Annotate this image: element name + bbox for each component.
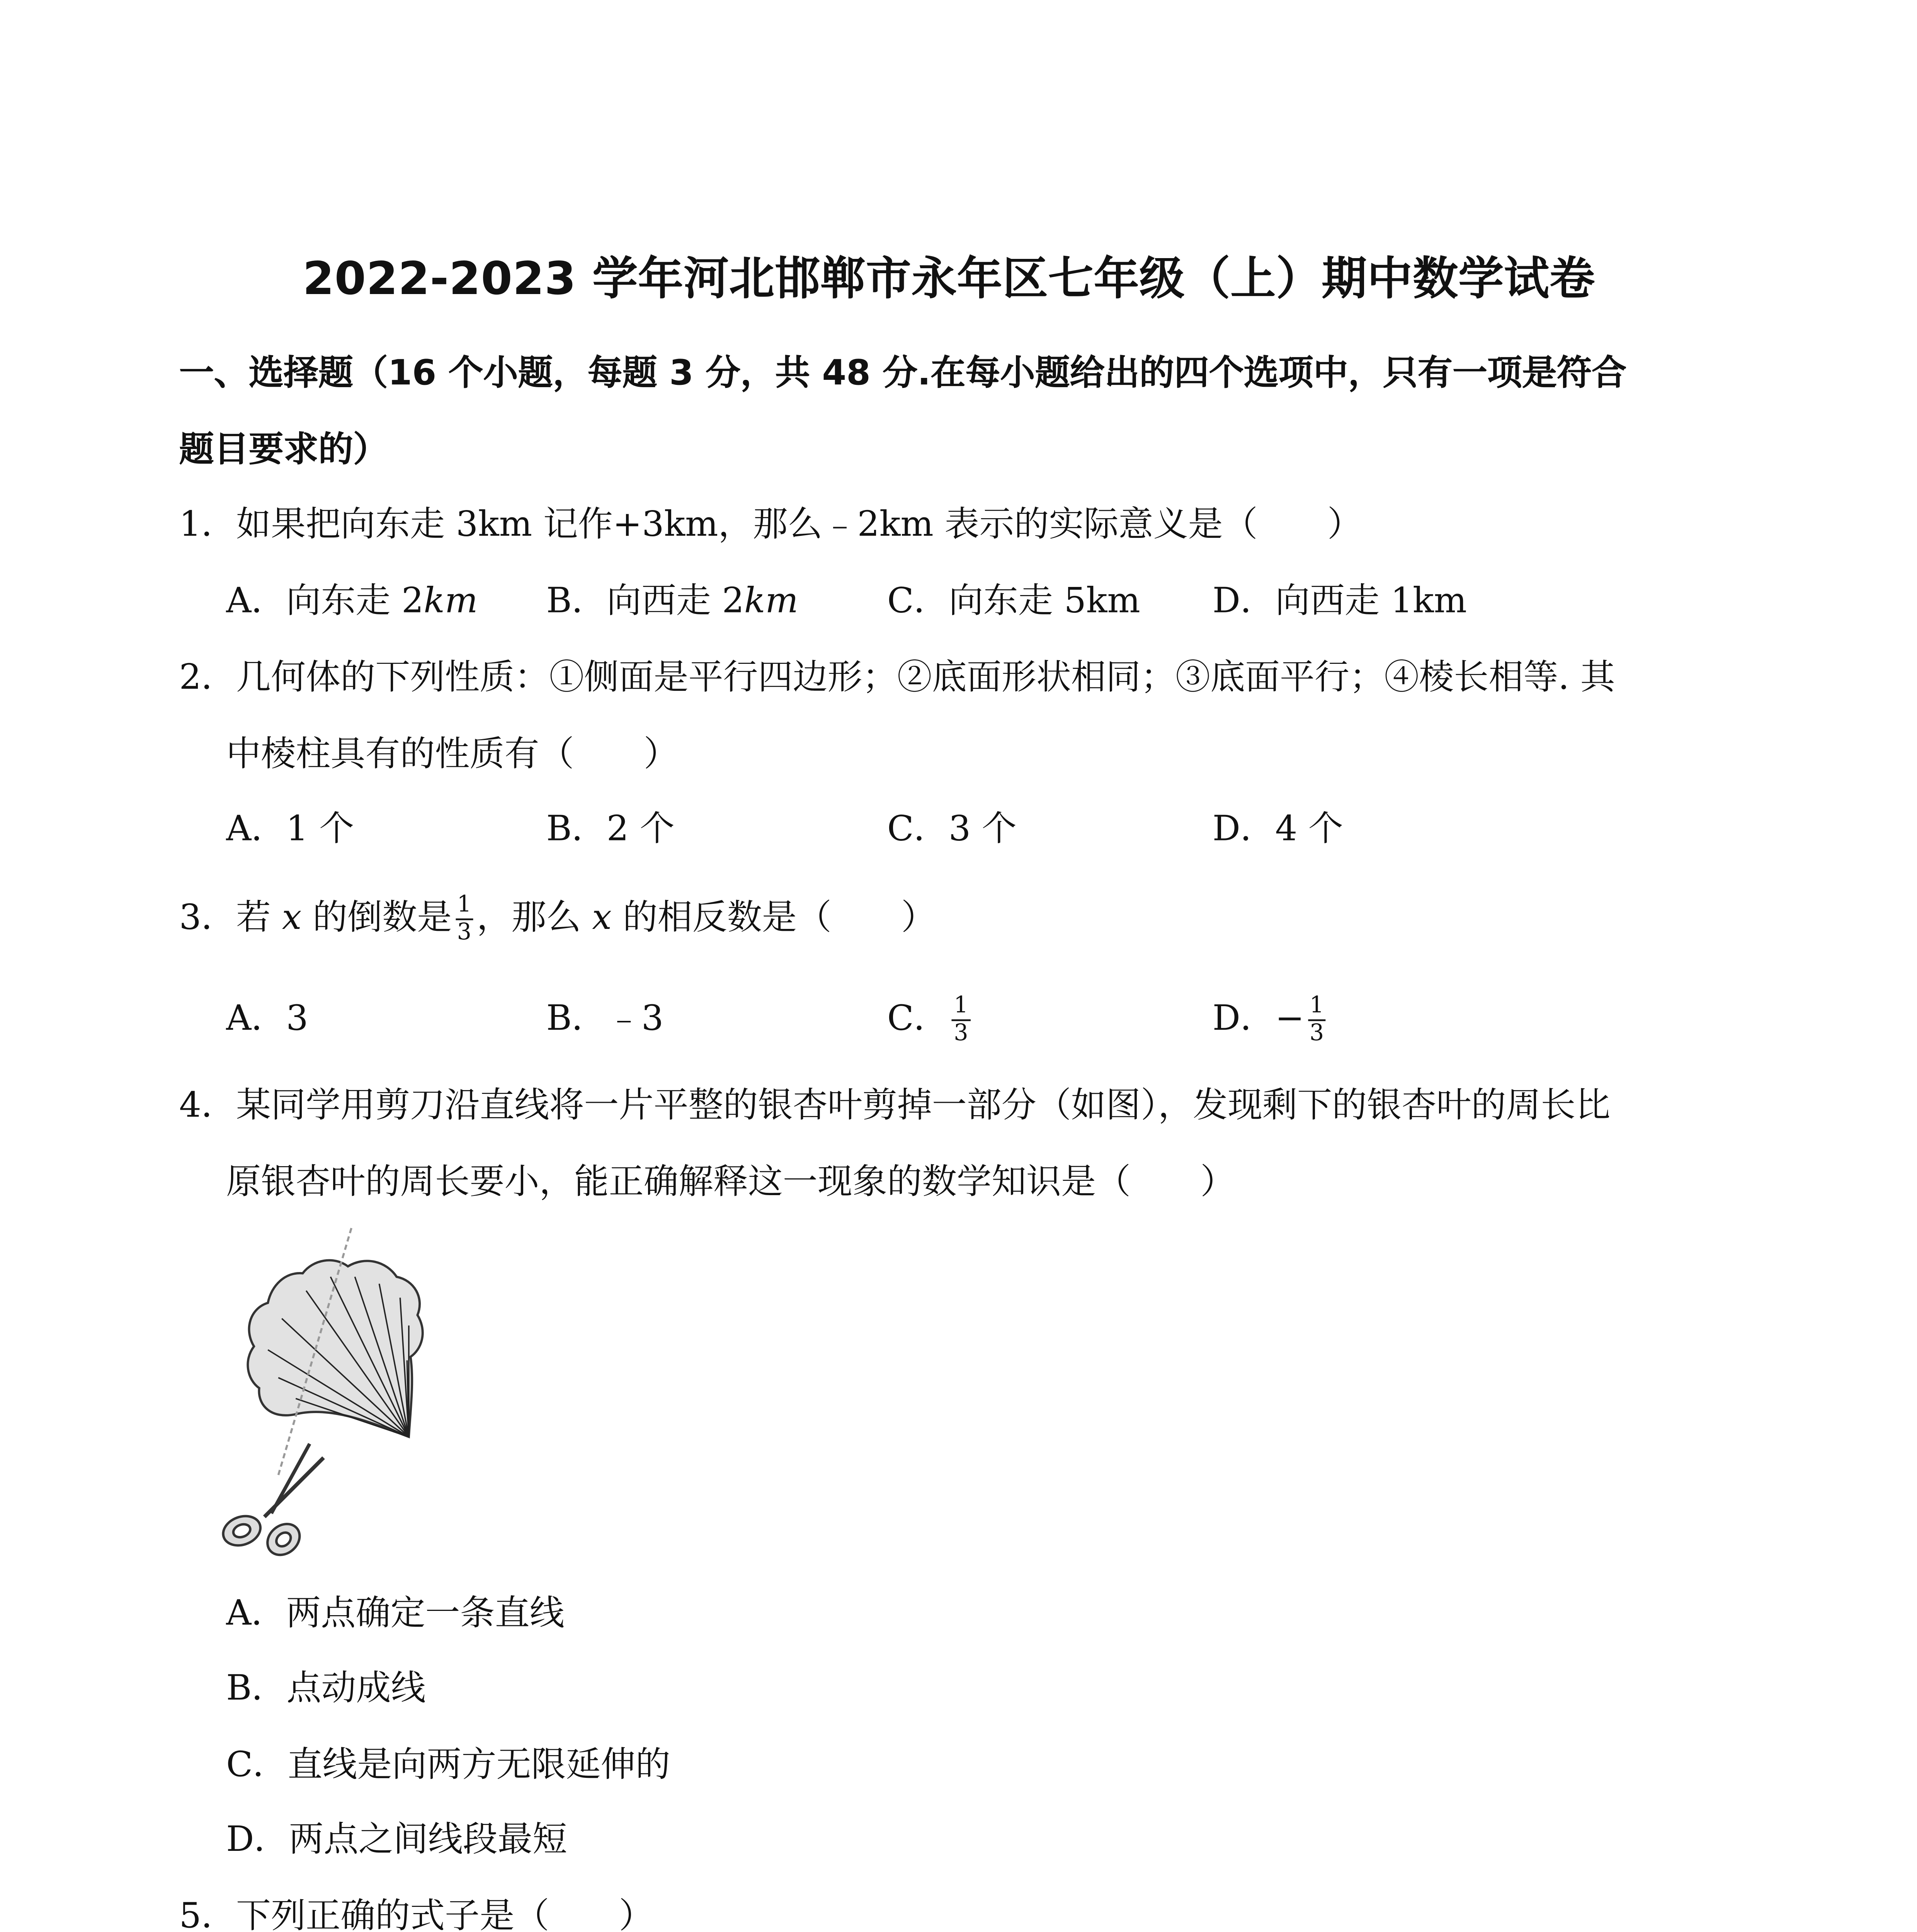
option-text: 两点确定一条直线 xyxy=(286,1592,565,1634)
q1-option-c[interactable] xyxy=(887,576,1140,624)
question-number: 1． xyxy=(179,503,236,545)
option-text: 3 个 xyxy=(948,807,1017,849)
option-text: 向东走 2 xyxy=(286,579,424,621)
scissors-icon xyxy=(219,1444,323,1561)
question-2-stem-line-1 xyxy=(179,652,1615,701)
question-number: 2． xyxy=(179,656,236,698)
question-1-stem xyxy=(179,499,1362,548)
q2-option-d[interactable] xyxy=(1213,804,1343,852)
ginkgo-scissors-figure xyxy=(205,1218,466,1565)
q1-option-d[interactable] xyxy=(1213,576,1467,624)
section-heading-line-1: 一、选择题（16 个小题，每题 3 分，共 48 分.在每小题给出的四个选项中，只有一项是符合 xyxy=(179,351,1627,393)
question-2-stem-line-2: 中棱柱具有的性质有（ ） xyxy=(226,732,679,774)
option-text: 向西走 2 xyxy=(606,579,744,621)
option-letter: C． xyxy=(887,579,949,621)
question-text: 某同学用剪刀沿直线将一片平整的银杏叶剪掉一部分（如图），发现剩下的银杏叶的周长比 xyxy=(236,1083,1611,1126)
q2-option-c[interactable] xyxy=(887,804,1017,852)
question-4-stem-line-1 xyxy=(179,1080,1611,1129)
option-letter: B． xyxy=(546,997,607,1039)
fraction-numerator: 1 xyxy=(455,892,473,920)
question-5-stem xyxy=(179,1891,654,1932)
option-letter: C． xyxy=(887,807,949,849)
option-letter: B． xyxy=(546,807,607,849)
question-text: 下列正确的式子是（ ） xyxy=(236,1894,654,1932)
option-text: 向西走 1km xyxy=(1275,579,1467,621)
option-letter: C． xyxy=(887,997,949,1039)
option-text: 向东走 5km xyxy=(948,579,1140,621)
question-4-stem-line-2: 原银杏叶的周长要小，能正确解释这一现象的数学知识是（ ） xyxy=(226,1160,1235,1202)
option-text: 3 xyxy=(286,997,308,1039)
fraction-denominator: 3 xyxy=(1310,1021,1324,1048)
question-text: 几何体的下列性质：①侧面是平行四边形；②底面形状相同；③底面平行；④棱长相等. 其 xyxy=(236,656,1615,698)
question-text: 如果把向东走 3km 记作+3km，那么﹣2km 表示的实际意义是（ ） xyxy=(236,503,1362,545)
option-text: 1 个 xyxy=(286,807,354,849)
option-unit: km xyxy=(744,579,798,621)
q1-option-b[interactable] xyxy=(546,576,798,624)
question-3-stem xyxy=(179,892,936,946)
section-heading-line-2: 题目要求的） xyxy=(179,428,388,470)
option-text: 2 个 xyxy=(606,807,675,849)
q3-option-c[interactable] xyxy=(887,993,973,1048)
option-text: 两点之间线段最短 xyxy=(289,1818,567,1860)
q3-option-b[interactable] xyxy=(546,993,664,1042)
fraction xyxy=(455,892,473,946)
fraction-denominator: 3 xyxy=(457,920,472,946)
option-text: 点动成线 xyxy=(286,1666,426,1708)
question-text: 的倒数是 xyxy=(301,896,452,938)
fraction-denominator: 3 xyxy=(954,1021,968,1048)
option-text: ﹣3 xyxy=(606,997,664,1039)
q2-option-b[interactable] xyxy=(546,804,675,852)
question-text: 若 xyxy=(236,896,282,938)
variable-x: x xyxy=(592,896,612,938)
fraction-numerator: 1 xyxy=(1308,993,1326,1021)
q3-option-a[interactable] xyxy=(226,993,308,1042)
option-letter: A． xyxy=(226,579,286,621)
option-letter: B． xyxy=(226,1666,287,1708)
question-number: 4． xyxy=(179,1083,236,1126)
option-letter: C． xyxy=(226,1743,288,1785)
option-unit: km xyxy=(424,579,478,621)
variable-x: x xyxy=(282,896,302,938)
option-letter: B． xyxy=(546,579,607,621)
fraction-numerator: 1 xyxy=(952,993,970,1021)
option-letter: D． xyxy=(1212,997,1276,1039)
option-letter: A． xyxy=(226,1592,286,1634)
q4-option-d[interactable] xyxy=(226,1814,567,1863)
option-letter: D． xyxy=(226,1818,289,1860)
q4-option-a[interactable] xyxy=(226,1588,564,1637)
option-letter: A． xyxy=(226,807,286,849)
q1-option-a[interactable] xyxy=(226,576,478,624)
option-text: 直线是向两方无限延伸的 xyxy=(287,1743,670,1785)
option-text: 4 个 xyxy=(1275,807,1344,849)
q4-option-c[interactable] xyxy=(226,1740,670,1788)
option-letter: D． xyxy=(1212,807,1276,849)
question-text: ，那么 xyxy=(476,896,592,938)
fraction xyxy=(1308,993,1326,1048)
option-letter: D． xyxy=(1212,579,1276,621)
minus-sign: − xyxy=(1275,997,1305,1039)
option-letter: A． xyxy=(226,997,286,1039)
question-number: 5． xyxy=(179,1894,236,1932)
fraction xyxy=(952,993,970,1048)
question-text: 的相反数是（ ） xyxy=(612,896,936,938)
q4-option-b[interactable] xyxy=(226,1663,425,1712)
q3-option-d[interactable] xyxy=(1213,993,1329,1048)
question-number: 3． xyxy=(179,896,236,938)
q2-option-a[interactable] xyxy=(226,804,354,852)
page-title: 2022-2023 学年河北邯郸市永年区七年级（上）期中数学试卷 xyxy=(303,254,1596,306)
